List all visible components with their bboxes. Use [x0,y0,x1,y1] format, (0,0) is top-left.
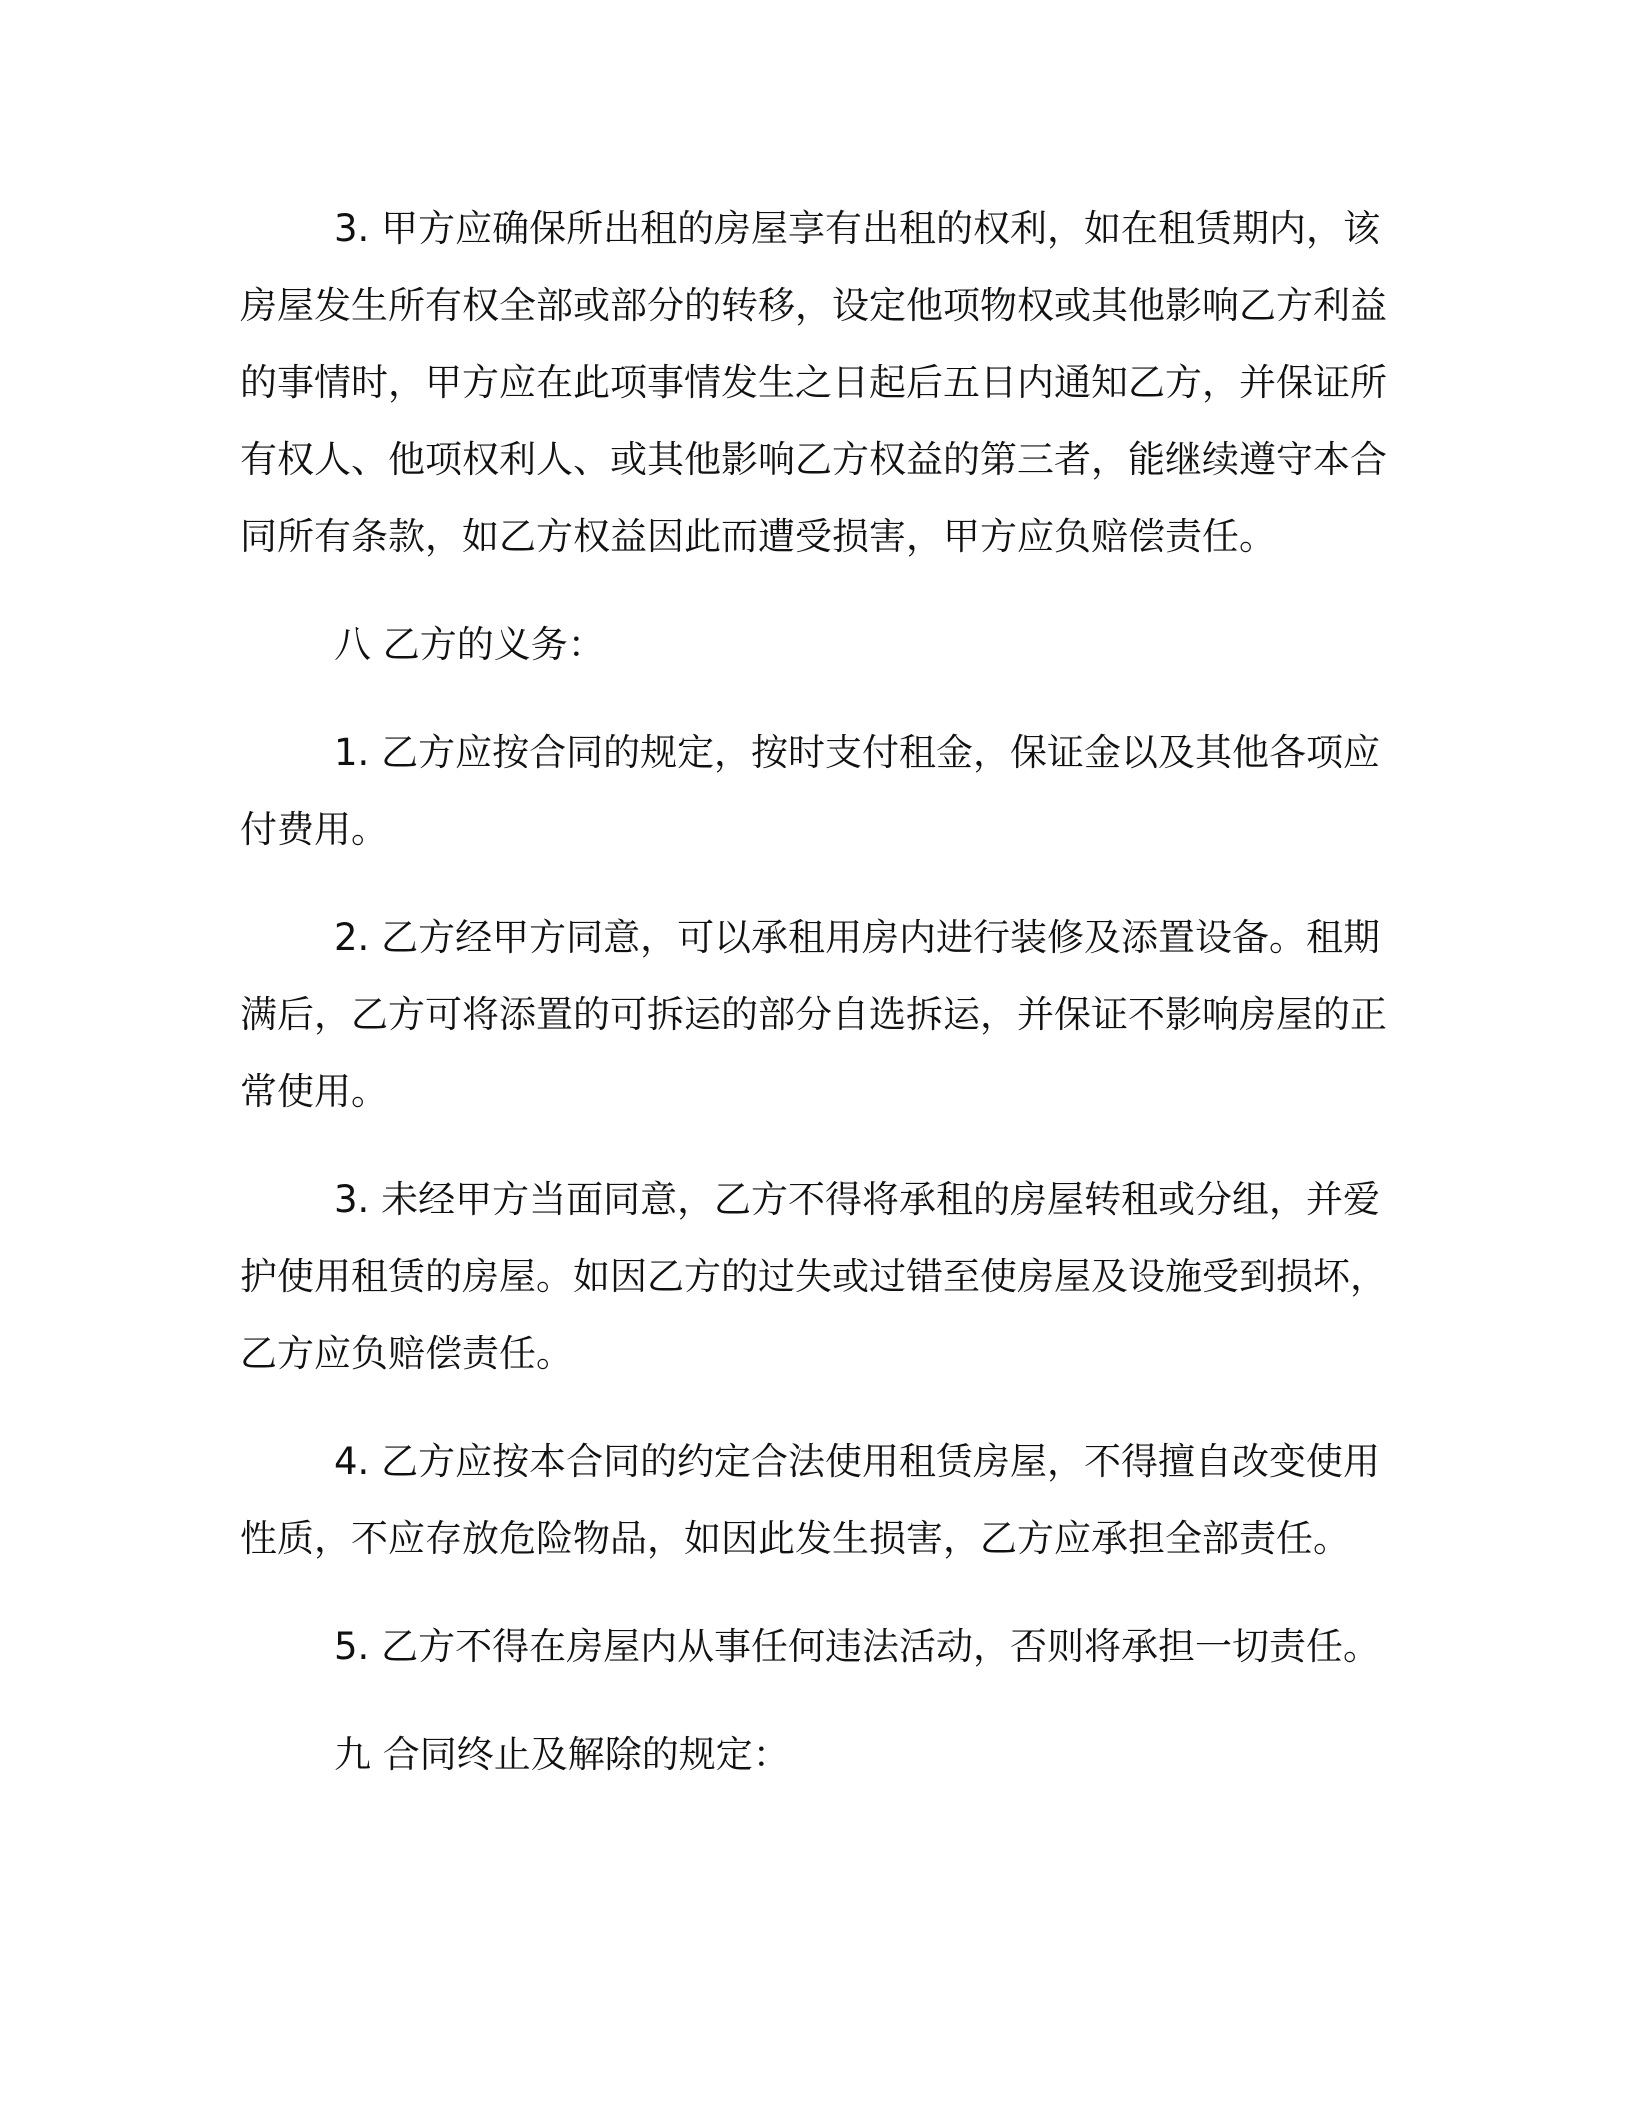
clause-8-1-paragraph: 1. 乙方应按合同的规定，按时支付租金，保证金以及其他各项应付费用。 [240,731,1381,851]
clause-7-3-paragraph: 3. 甲方应确保所出租的房屋享有出租的权利，如在租赁期内，该房屋发生所有权全部或部分的转移，设定他项物权或其他影响乙方利益的事情时，甲方应在此项事情发生之日起后五日内通知乙方，并保证所有权人、他项权利人、或其他影响乙方权益的第三者，能继续遵守本合同所有条款，如乙方权益因此而遭受损害，甲方应负赔偿责任。 [240,207,1387,558]
clause-8-2-paragraph: 2. 乙方经甲方同意，可以承租用房内进行装修及添置设备。租期满后，乙方可将添置的可拆运的部分自选拆运，并保证不影响房屋的正常使用。 [240,916,1387,1113]
clause-8-5-paragraph: 5. 乙方不得在房屋内从事任何违法活动，否则将承担一切责任。 [334,1625,1381,1668]
section-8-heading: 八 乙方的义务： [334,623,605,666]
document-body [240,190,1388,1824]
clause-8-4-paragraph: 4. 乙方应按本合同的约定合法使用租赁房屋，不得擅自改变使用性质，不应存放危险物品，如因此发生损害，乙方应承担全部责任。 [240,1440,1381,1560]
section-9-heading: 九 合同终止及解除的规定： [334,1733,790,1776]
clause-8-3-paragraph: 3. 未经甲方当面同意，乙方不得将承租的房屋转租或分组，并爱护使用租赁的房屋。如因乙方的过失或过错至使房屋及设施受到损坏，乙方应负赔偿责任。 [240,1178,1387,1375]
